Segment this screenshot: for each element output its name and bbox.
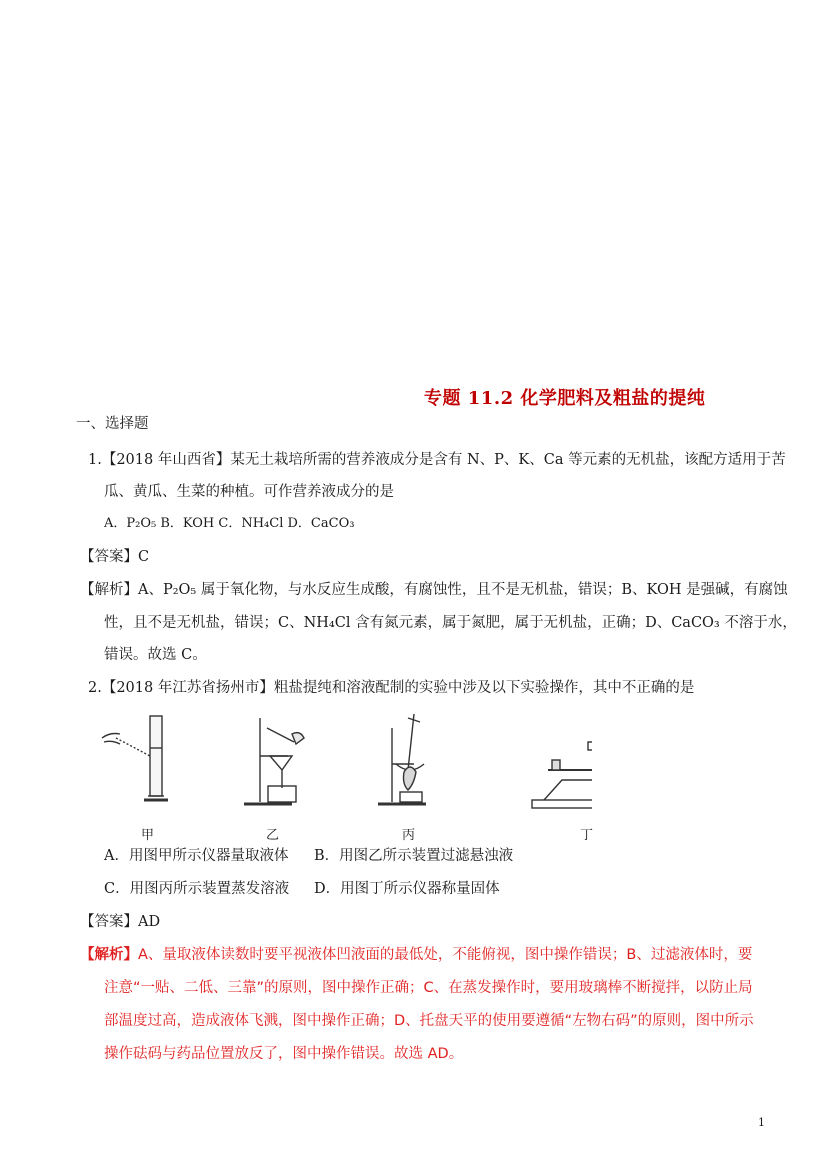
q2-stem: 2.【2018 年江苏省扬州市】粗盐提纯和溶液配制的实验中涉及以下实验操作，其中不正确的是: [88, 680, 695, 696]
apparatus-drawing: [92, 708, 592, 836]
fig-label-jia: 甲: [141, 828, 155, 843]
q2-option-c: C．用图丙所示装置蒸发溶液: [104, 881, 290, 897]
q1-answer: 【答案】C: [80, 549, 150, 565]
q2-option-d: D．用图丁所示仪器称量固体: [314, 881, 500, 897]
section-heading: 一、选择题: [76, 416, 149, 432]
q2-analysis-line3: 部温度过高，造成液体飞溅，图中操作正确；D、托盘天平的使用要遵循“左物右码”的原则，图中所示: [104, 1013, 754, 1029]
q2-analysis-line2: 注意“一贴、二低、三靠”的原则，图中操作正确；C、在蒸发操作时，要用玻璃棒不断搅拌，以防止局: [104, 980, 753, 996]
q2-analysis-line4: 操作砝码与药品位置放反了，图中操作错误。故选 AD。: [104, 1046, 464, 1062]
q1-analysis-line1: 【解析】A、P₂O₅ 属于氧化物，与水反应生成酸，有腐蚀性，且不是无机盐，错误；B、KOH 是强碱，有腐蚀: [80, 582, 788, 598]
fig-label-bing: 丙: [402, 828, 416, 843]
q2-option-b: B．用图乙所示装置过滤悬浊液: [314, 848, 514, 864]
filtration-stand-icon: [244, 718, 304, 804]
fig-label-yi: 乙: [266, 828, 280, 843]
q1-stem-line1: 1.【2018 年山西省】某无土栽培所需的营养液成分是含有 N、P、K、Ca 等元素的无机盐，该配方适用于苦: [88, 452, 786, 468]
fig-label-ding: 丁: [580, 828, 594, 843]
q2-answer: 【答案】AD: [80, 914, 161, 930]
q1-stem-line2: 瓜、黄瓜、生菜的种植。可作营养液成分的是: [104, 484, 394, 500]
q2-analysis-line1: [80, 945, 752, 965]
q1-analysis-line2: 性，且不是无机盐，错误；C、NH₄Cl 含有氮元素，属于氮肥，属于无机盐，正确；D、CaCO₃ 不溶于水，: [104, 615, 797, 631]
q1-options: A．P₂O₅ B．KOH C．NH₄Cl D．CaCO₃: [104, 516, 355, 531]
q2-analysis-text1: A、量取液体读数时要平视液体凹液面的最低处，不能俯视，图中操作错误；B、过滤液体时，要: [138, 947, 753, 963]
analysis-tag: 【解析】: [80, 947, 138, 963]
q1-analysis-line3: 错误。故选 C。: [104, 647, 207, 663]
balance-scale-icon: [532, 742, 592, 808]
lab-apparatus-figure: [92, 708, 594, 843]
evaporation-setup-icon: [378, 714, 426, 804]
page-number: 1: [758, 1116, 765, 1129]
doc-title: 专题 11.2 化学肥料及粗盐的提纯: [424, 388, 706, 409]
q2-option-a: A．用图甲所示仪器量取液体: [104, 848, 289, 864]
graduated-cylinder-icon: [102, 716, 168, 800]
